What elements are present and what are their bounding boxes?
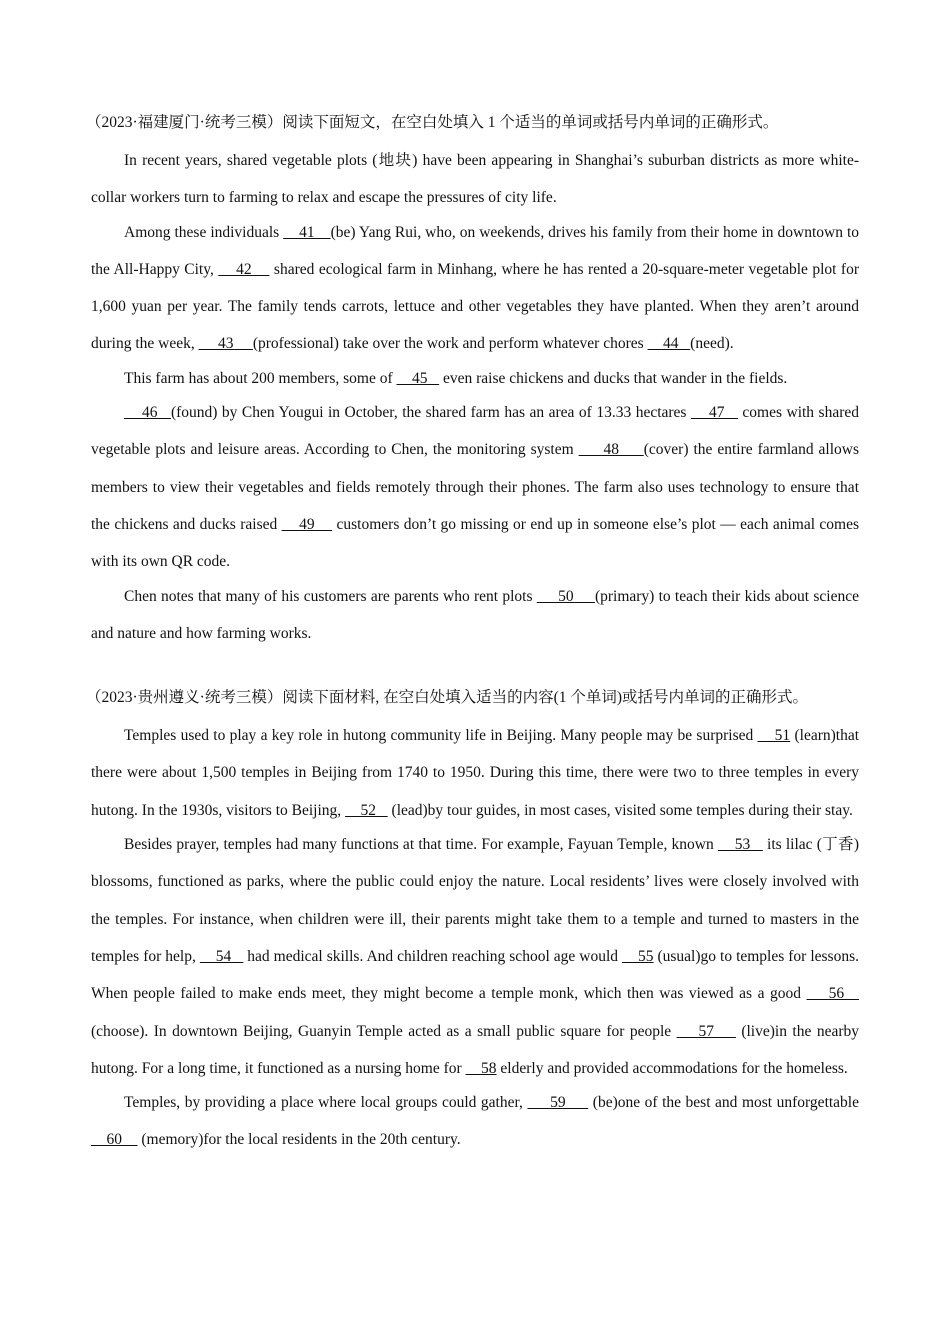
text: (learn)that there were about 1,500 temples in Beijing from 1740 to 1950. During this time, there were two to three temples in every hutong. In the 1930s, visitors to Beijing, bbox=[91, 727, 860, 819]
text: (memory)for the local residents in the 20th century. bbox=[137, 1131, 461, 1149]
text: Temples used to play a key role in hutong community life in Beijing. Many people may be surprised bbox=[124, 727, 758, 745]
text: This farm has about 200 members, some of bbox=[124, 369, 397, 387]
blank-51[interactable]: 51 bbox=[757, 727, 791, 745]
text: elderly and provided accommodations for the homeless. bbox=[496, 1059, 848, 1077]
blank-56[interactable]: 56 bbox=[806, 985, 859, 1003]
passage2-instruction: （2023·贵州遵义·统考三模）阅读下面材料, 在空白处填入适当的内容(1 个单词)或括号内单词的正确形式。 bbox=[86, 689, 809, 707]
text: shared ecological farm in Minhang, where he has rented a 20-square-meter vegetable plot for 1,600 yuan per year. The family tends carrots, lettuce and other vegetables they have planted. When they aren’t around during the week, bbox=[91, 260, 859, 353]
passage1-instruction: （2023·福建厦门·统考三模）阅读下面短文，在空白处填入 1 个适当的单词或括号内单词的正确形式。 bbox=[86, 114, 779, 131]
passage1-paragraph-1: In recent years, shared vegetable plots (地块) have been appearing in Shanghai’s suburban districts as more white-collar workers turn to farming to relax and escape the pressures of city life. bbox=[91, 152, 859, 207]
passage1-paragraph-3 bbox=[91, 360, 859, 397]
blank-57[interactable]: 57 bbox=[676, 1022, 736, 1040]
passage1-paragraph-4 bbox=[91, 394, 859, 580]
passage2-paragraph-3 bbox=[91, 1084, 859, 1159]
text: Temples, by providing a place where local groups could gather, bbox=[124, 1094, 528, 1112]
text: comes with shared vegetable plots and leisure areas. According to Chen, the monitoring system bbox=[91, 404, 860, 459]
blank-59[interactable]: 59 bbox=[527, 1094, 589, 1112]
blank-48[interactable]: 48 bbox=[578, 441, 644, 459]
passage1-paragraph-2 bbox=[91, 214, 859, 363]
text: (lead)by tour guides, in most cases, visited some temples during their stay. bbox=[387, 801, 853, 819]
text: (primary) to teach their kids about science and nature and how farming works. bbox=[91, 587, 859, 642]
text: (be)one of the best and most unforgettable bbox=[588, 1094, 859, 1112]
text: Among these individuals bbox=[124, 223, 284, 241]
blank-44[interactable]: 44 bbox=[647, 335, 691, 353]
blank-46[interactable]: 46 bbox=[124, 404, 171, 422]
blank-43[interactable]: 43 bbox=[198, 335, 253, 353]
text: its lilac (丁香) blossoms, functioned as parks, where the public could enjoy the nature. Local residents’ lives were closely involved with the temples. For instance, when children were ill, their parents might take them to a temple and turned to masters in the temples for help, bbox=[91, 836, 860, 965]
blank-54[interactable]: 54 bbox=[199, 947, 244, 965]
text: (cover) the entire farmland allows members to view their vegetables and fields remotely through their phones. The farm also uses technology to ensure that the chickens and ducks raised bbox=[91, 441, 859, 533]
text: (usual)go to temples for lessons. When people failed to make ends meet, they might become a temple monk, which then was viewed as a good bbox=[91, 947, 859, 1003]
blank-47[interactable]: 47 bbox=[690, 404, 738, 422]
passage2-paragraph-1 bbox=[91, 717, 859, 829]
blank-49[interactable]: 49 bbox=[281, 515, 333, 533]
text: Besides prayer, temples had many functions at that time. For example, Fayuan Temple, known bbox=[124, 836, 718, 854]
blank-58[interactable]: 58 bbox=[465, 1059, 497, 1077]
blank-50[interactable]: 50 bbox=[536, 587, 595, 605]
blank-42[interactable]: 42 bbox=[218, 260, 270, 278]
text: (found) by Chen Yougui in October, the shared farm has an area of 13.33 hectares bbox=[170, 404, 691, 422]
blank-55[interactable]: 55 bbox=[622, 947, 654, 965]
blank-45[interactable]: 45 bbox=[396, 369, 440, 387]
blank-52[interactable]: 52 bbox=[345, 801, 388, 819]
passage1-paragraph-5 bbox=[91, 578, 859, 653]
text: (live)in the nearby hutong. For a long time, it functioned as a nursing home for bbox=[91, 1022, 860, 1077]
blank-41[interactable]: 41 bbox=[283, 223, 331, 241]
text: even raise chickens and ducks that wander in the fields. bbox=[439, 369, 788, 387]
document-page bbox=[86, 110, 860, 1156]
blank-60[interactable]: 60 bbox=[91, 1131, 138, 1149]
text: Chen notes that many of his customers are parents who rent plots bbox=[124, 587, 537, 605]
text: (professional) take over the work and perform whatever chores bbox=[252, 335, 648, 353]
text: (choose). In downtown Beijing, Guanyin Temple acted as a small public square for people bbox=[91, 1022, 677, 1040]
text: had medical skills. And children reaching school age would bbox=[243, 947, 622, 965]
passage2-paragraph-2 bbox=[91, 826, 859, 1087]
section-spacer bbox=[91, 649, 859, 685]
blank-53[interactable]: 53 bbox=[717, 836, 763, 854]
text: (be) Yang Rui, who, on weekends, drives his family from their home in downtown to the All-Happy City, bbox=[91, 223, 859, 278]
text: customers don’t go missing or end up in someone else’s plot — each animal comes with its own QR code. bbox=[91, 515, 859, 571]
text: (need). bbox=[690, 335, 734, 353]
